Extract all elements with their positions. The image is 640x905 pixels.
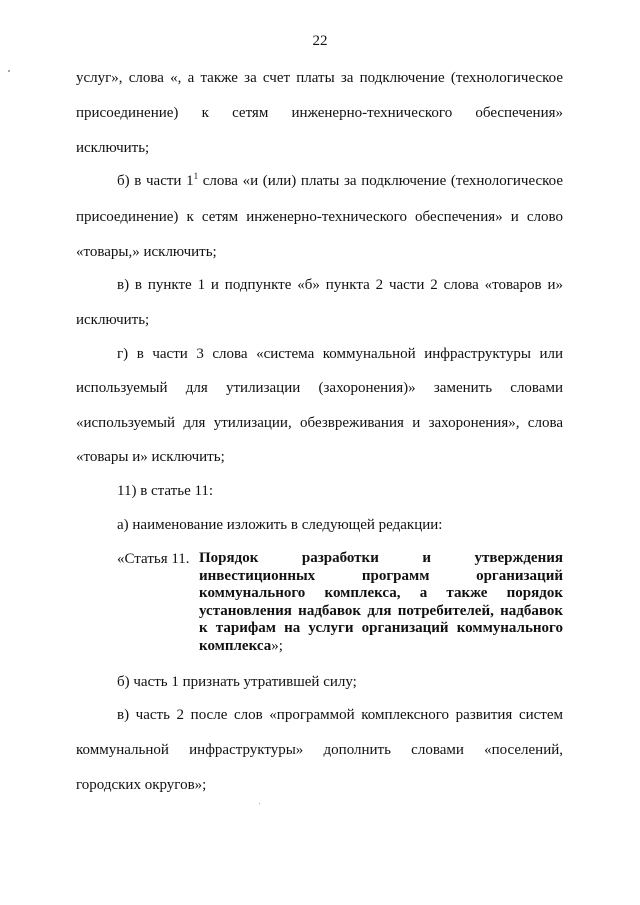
text-line: городских округов»; <box>76 777 207 793</box>
scan-speck <box>8 70 10 72</box>
text-line: в) в пункте 1 и подпункте «б» пункта 2 части 2 слова «товаров и» <box>117 277 563 293</box>
article-prefix: «Статья 11. <box>117 551 190 567</box>
text-line: используемый для утилизации (захоронения)» заменить словами <box>76 380 563 396</box>
article-title-line <box>199 638 563 656</box>
text-line: 11) в статье 11: <box>117 483 214 499</box>
text-line: в) часть 2 после слов «программой комплексного развития систем <box>117 707 563 723</box>
article-title-line: к тарифам на услуги организаций коммунального <box>199 620 563 636</box>
text-line: присоединение) к сетям инженерно-технического обеспечения» и слово <box>76 209 563 225</box>
text-line-with-superscript <box>117 172 563 190</box>
text-line: б) часть 1 признать утратившей силу; <box>117 674 357 690</box>
text-line: г) в части 3 слова «система коммунальной инфраструктуры или <box>117 346 563 362</box>
text-line: услуг», слова «, а также за счет платы за подключение (технологическое <box>76 70 563 86</box>
text-line: «товары и» исключить; <box>76 449 225 465</box>
text-fragment: б) в части 1 <box>117 173 194 189</box>
text-line: коммунальной инфраструктуры» дополнить словами «поселений, <box>76 742 563 758</box>
article-title-tail: »; <box>271 638 283 654</box>
text-line: исключить; <box>76 140 150 156</box>
page-number: 22 <box>312 33 328 49</box>
text-line: «товары,» исключить; <box>76 244 217 260</box>
scan-speck <box>259 803 260 804</box>
text-line: «используемый для утилизации, обезвреживания и захоронения», слова <box>76 415 563 431</box>
superscript: 1 <box>193 171 199 181</box>
article-title-line: коммунального комплекса, а также порядок <box>199 585 563 601</box>
text-line: исключить; <box>76 312 150 328</box>
article-title-line: Порядок разработки и утверждения <box>199 550 563 566</box>
article-title-line: инвестиционных программ организаций <box>199 568 563 584</box>
article-title-line: установления надбавок для потребителей, надбавок <box>199 603 563 619</box>
article-title-text: комплекса <box>199 638 272 654</box>
text-fragment: слова «и (или) платы за подключение (технологическое <box>198 173 563 189</box>
text-line: а) наименование изложить в следующей редакции: <box>117 517 443 533</box>
text-line: присоединение) к сетям инженерно-технического обеспечения» <box>76 105 563 121</box>
